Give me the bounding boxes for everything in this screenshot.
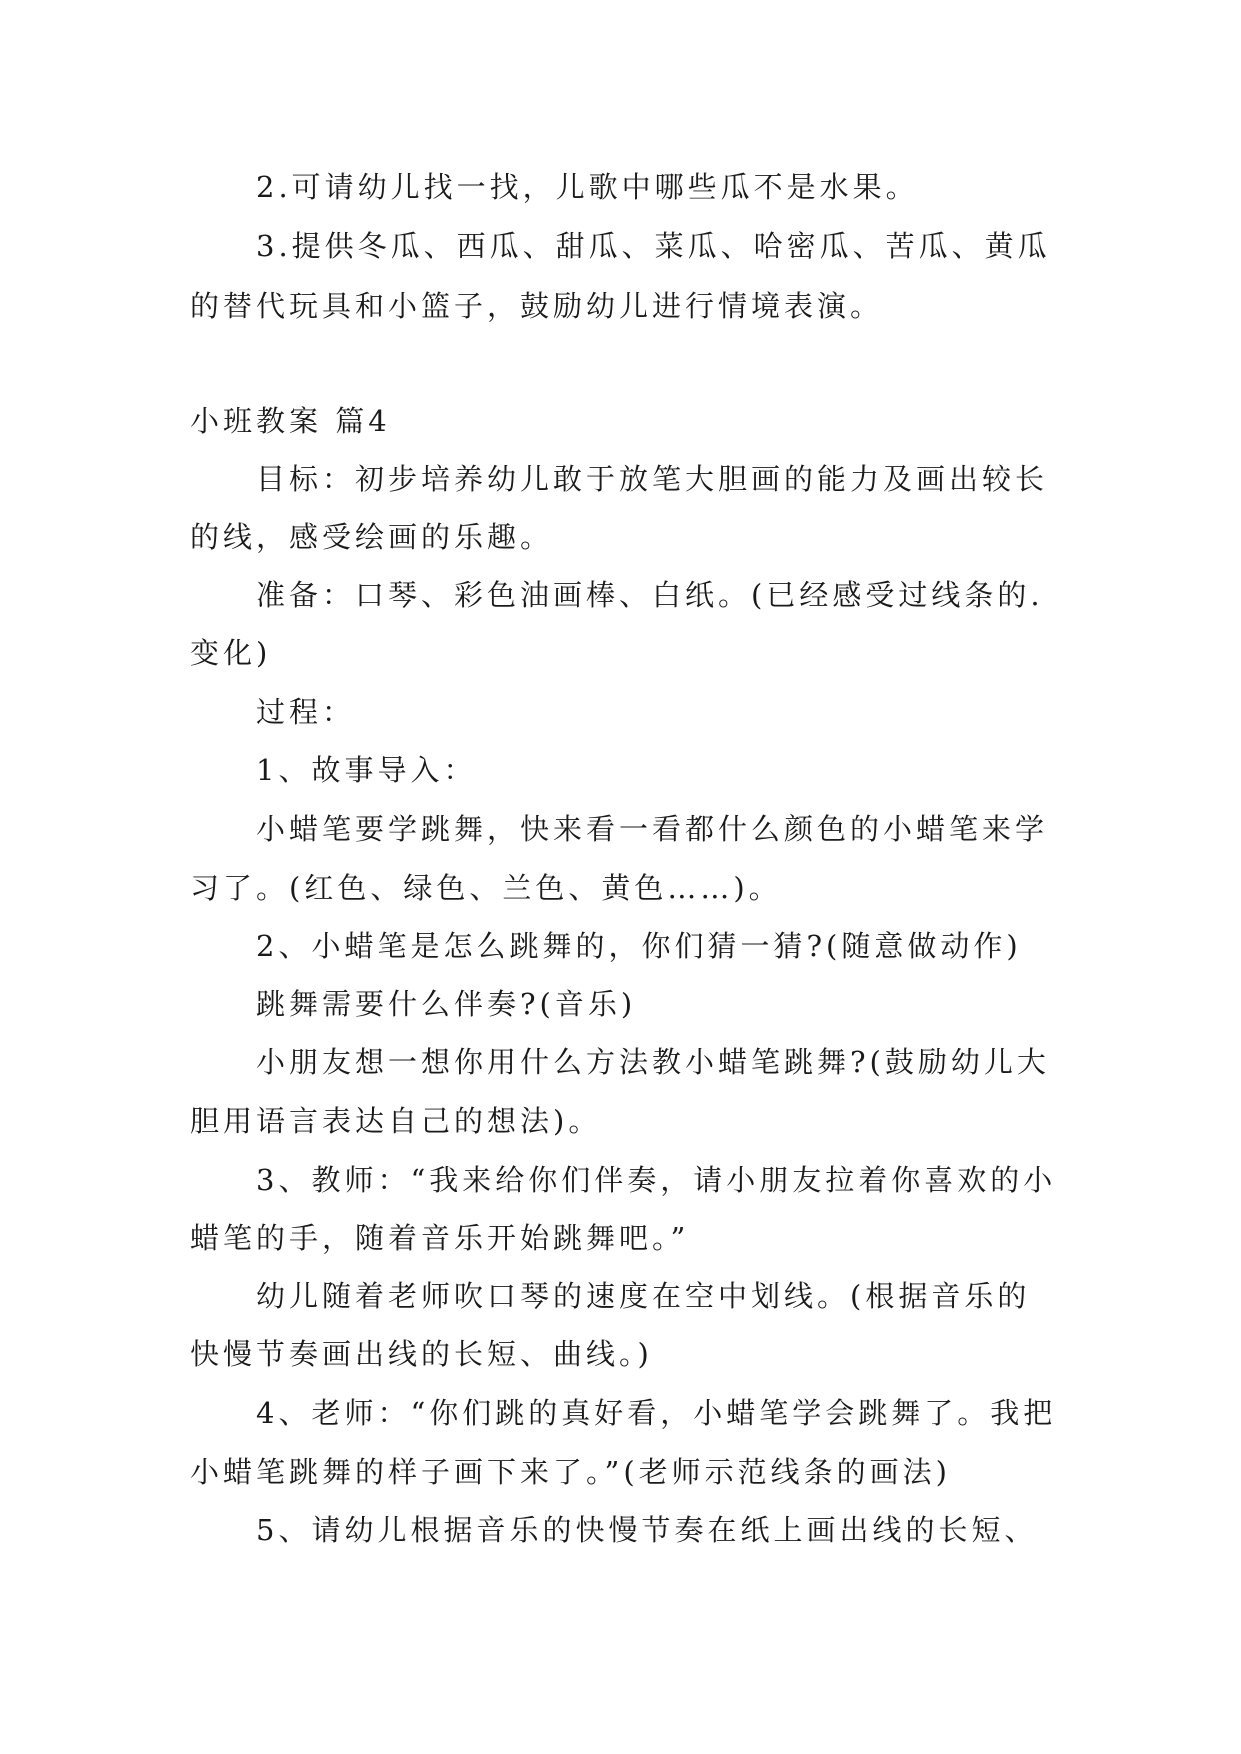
section-heading: 小班教案 篇4 [190,404,391,438]
paragraph-line: 的线，感受绘画的乐趣。 [190,520,554,554]
paragraph-line: 5、请幼儿根据音乐的快慢节奏在纸上画出线的长短、 [256,1513,1038,1547]
paragraph-line: 蜡笔的手，随着音乐开始跳舞吧。” [190,1221,690,1255]
paragraph-line: 幼儿随着老师吹口琴的速度在空中划线。(根据音乐的 [256,1279,1031,1313]
paragraph-line: 跳舞需要什么伴奏?(音乐) [256,987,637,1021]
paragraph-line: 变化) [190,636,272,670]
paragraph-line: 小蜡笔跳舞的样子画下来了。”(老师示范线条的画法) [190,1455,951,1489]
paragraph-line: 过程： [256,695,356,729]
paragraph-line: 2、小蜡笔是怎么跳舞的，你们猜一猜?(随意做动作) [256,929,1022,963]
paragraph-line: 快慢节奏画出线的长短、曲线。) [190,1337,653,1371]
paragraph-line: 1、故事导入： [256,753,477,787]
paragraph-line: 3、教师：“我来给你们伴奏，请小朋友拉着你喜欢的小 [256,1163,1057,1197]
paragraph-line: 的替代玩具和小篮子，鼓励幼儿进行情境表演。 [190,289,884,323]
paragraph-line: 2.可请幼儿找一找，儿歌中哪些瓜不是水果。 [256,170,919,204]
paragraph-line: 目标：初步培养幼儿敢于放笔大胆画的能力及画出较长 [256,462,1049,496]
paragraph-line: 习了。(红色、绿色、兰色、黄色……)。 [190,871,782,905]
paragraph-line: 3.提供冬瓜、西瓜、甜瓜、菜瓜、哈密瓜、苦瓜、黄瓜 [256,229,1051,263]
paragraph-line: 准备：口琴、彩色油画棒、白纸。(已经感受过线条的. [256,578,1044,612]
paragraph-line: 4、老师：“你们跳的真好看，小蜡笔学会跳舞了。我把 [256,1396,1057,1430]
paragraph-line: 小朋友想一想你用什么方法教小蜡笔跳舞?(鼓励幼儿大 [256,1045,1050,1079]
paragraph-line: 小蜡笔要学跳舞，快来看一看都什么颜色的小蜡笔来学 [256,812,1049,846]
paragraph-line: 胆用语言表达自己的想法)。 [190,1104,602,1138]
